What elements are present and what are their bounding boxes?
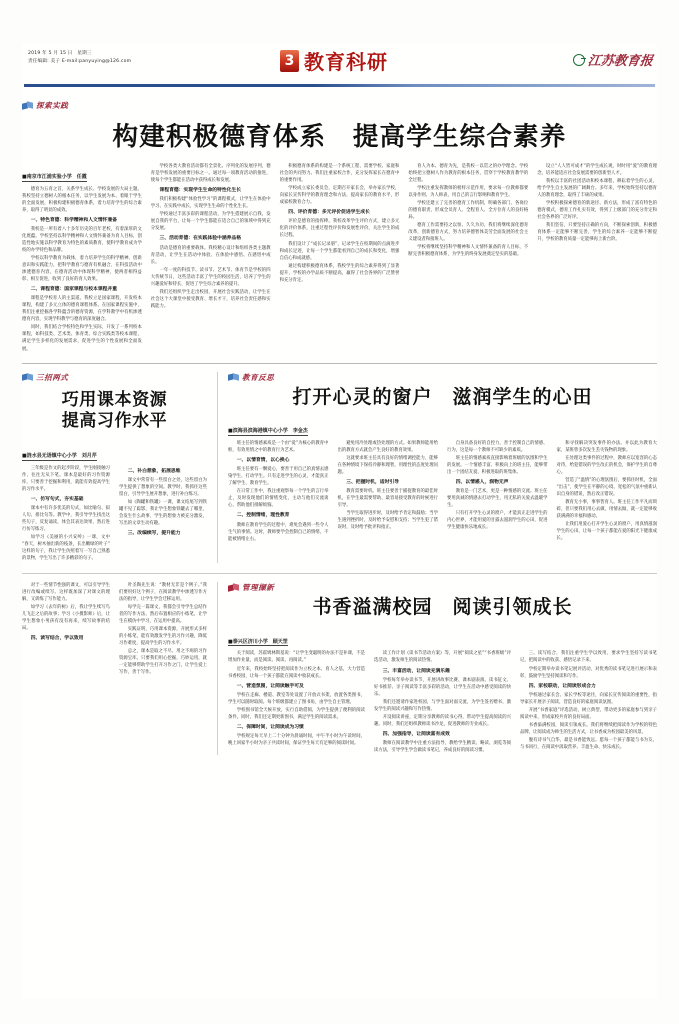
body-paragraph: 开设阅读讲座，定期分享教师的读书心得，带动学生提高阅读的兴趣。同时，我们还组织教师读书沙龙，促进教师的专业成长。 <box>374 714 511 727</box>
body-paragraph: 近年来，我校始终坚持把阅读作为立校之本、育人之基，大力营造书香校园，让每一个孩子都能在阅读中收获成长。 <box>228 666 365 679</box>
body-paragraph: 让我们用爱心打开学生心灵的窗户，用真情滋润学生的心田，让每一个孩子都能在爱的阳光下健康成长。 <box>556 522 657 542</box>
body-paragraph: 学校规定每天早上二十分钟为晨诵时间，中午半小时为午读时间，晚上回家半小时为亲子共读时间，保证学生每天有足够的阅读时间。 <box>228 734 365 747</box>
article2-headline-line1: 巧用课本资源 <box>61 389 168 410</box>
body-paragraph: 班主任的情感素质直接影响着班级的氛围和学生的发展。一个情感丰富、积极向上的班主任，能够带出一个团结友爱、积极进取的班集体。 <box>447 455 548 476</box>
body-subheading: 一、营造氛围，让阅读触手可及 <box>236 683 304 689</box>
body-paragraph: 学校各类大教育活动都有全景化、序列化的发展序列，德育是学校发展的重要目标之一。通过每一项教育活动的推进，使每个学生都能在活动中获得成长和发展。 <box>150 164 271 184</box>
article2-columns <box>22 465 207 564</box>
body-paragraph: 教育需要时机。班主任要善于捕捉教育的最佳时机，在学生最需要帮助、最容易接受教育的时候进行引导。 <box>337 489 438 509</box>
text-column <box>280 163 400 285</box>
editor-contact: 责任编辑: 美子 E-mail:panyuying@126.com <box>28 58 132 64</box>
middle-row <box>22 372 657 564</box>
article-book-fragrance <box>228 582 657 755</box>
article4-tag-label: 管理撷新 <box>242 583 275 593</box>
column-rule-1 <box>217 372 218 564</box>
body-paragraph: 自身具备良好的自控力，善于控制自己的情感、行为，这是每一个教师不可缺少的素质。 <box>447 440 548 453</box>
body-paragraph: 实践证明，巧用课本资源，开展形式多样的小练笔，能有效激发学生的习作兴趣，降低习作难度，提高学生的习作水平。 <box>119 627 207 647</box>
body-paragraph: 这就要求班主任具有良好的情绪调控能力，能够在各种情境下保持冷静和理智，用理性的态度处理问题。 <box>337 455 438 476</box>
body-subheading: 三、把握时机，适时引导 <box>346 480 399 486</box>
body-subheading: 三、活动育德：在实践体验中涵养品格 <box>159 236 242 242</box>
body-paragraph: 设立“人人皆可成才”的学生成长观，时时用“爱”的教育理念，培养能适应社会发展需要的创新型人才。 <box>537 164 657 177</box>
section-divider-2 <box>22 573 657 574</box>
body-paragraph: 如学习《美丽的小兴安岭》一课，文中“春天，树木抽出新的枝条，长出嫩绿的叶子”这样的句子，我让学生仿照着写一写自己熟悉的景物，学生写出了许多精彩的句子。 <box>22 534 110 562</box>
text-column <box>447 440 548 533</box>
body-paragraph: 对于一些情节性强的课文，可以引导学生进行改编或续写。这样既加深了对课文的理解，又训练了写作能力。 <box>22 583 110 603</box>
body-paragraph: 学校还建立了完善的德育工作机制，明确各部门、各岗位的德育职责，形成全员育人、全程育人、全方位育人的良好格局。 <box>408 201 529 221</box>
article-byline: ■南京市江浦实验小学 任霞 <box>22 174 87 181</box>
text-column <box>22 582 110 644</box>
body-subheading: 一、以情育情，以心换心 <box>236 457 290 463</box>
body-paragraph: 营造了“温情”的心理氛围后，要抓住时机，全面“出击”，使学生在平静的心境、宽松的气氛中重新认识自身的错误，然后改正错误。 <box>556 478 657 498</box>
body-subheading: 二、课程育德：国家课程与校本课程并重 <box>30 287 118 293</box>
section-divider-1 <box>22 363 657 364</box>
body-subheading: 三、丰富活动，让阅读充满乐趣 <box>382 668 450 674</box>
text-column <box>338 440 439 533</box>
books-flag-icon <box>22 373 33 381</box>
text-column <box>520 650 657 752</box>
body-paragraph: 学校将继续坚持科学精神和人文情怀兼备的育人目标，不断完善积极德育体系，为学生的终身发展奠定坚实的基础。 <box>408 245 529 258</box>
body-paragraph: 只有打开学生心灵的窗户，才能真正走进学生的内心世界，才能用爱的甘露去滋润学生的心田，促进学生健康快乐地成长。 <box>447 511 548 531</box>
body-paragraph: 三、读写结合，我们注重学生学以致用，要求学生坚持写读书笔记，把阅读中的收获、感悟记录下来。 <box>520 651 657 664</box>
body-paragraph: 在日常工作中，我注重观察每一个学生的言行举止，及时发现他们的情绪变化，主动与他们交流谈心，帮助他们排解烦恼。 <box>228 489 329 509</box>
masthead <box>22 44 657 90</box>
body-paragraph: 学校以科学教育为载体，着力培养学生的科学精神、创新意识和实践能力，把科学教育与德育有机融合，在科技活动中渗透德育内容，在德育活动中体现科学精神，使两者相得益彰、相互促进，收到了良好的育人效果。 <box>22 255 142 283</box>
text-column <box>228 650 365 748</box>
body-subheading: 三、改编续写，提升能力 <box>127 530 181 536</box>
body-paragraph: 我校以丰富的社团活动和校本课程，耕耘着学生的心灵，给予学生自主发展的广阔舞台。多年来，学校始终坚持以德育人的教育理念，取得了丰硕的成果。 <box>537 179 657 199</box>
body-paragraph: 三年级是作文的起步阶段，学生刚接触习作，往往无从下笔。课本是最好的习作资源库，只要善于挖掘和利用，就能有效提高学生的习作水平。 <box>22 465 110 492</box>
body-paragraph: 班主任要有一颗爱心，要善于用自己的真情去感染学生、打动学生。只有走进学生的心灵，才能真正了解学生、教育学生。 <box>228 467 329 487</box>
body-paragraph: 学校注重发挥教师的榜样示范作用，要求每一位教师都要以身作则、为人师表，用自己的言行影响和教育学生。 <box>408 186 529 199</box>
circle-e-icon <box>573 54 585 66</box>
body-paragraph: 我们还邀请作家进校园，与学生面对面交流，为学生签名赠书，激发学生的阅读兴趣和写作热情。 <box>374 699 511 712</box>
books-flag-icon <box>228 373 239 381</box>
body-subheading: 四、加强指导，让阅读富有成效 <box>382 731 450 737</box>
article3-tag-label: 教育反思 <box>242 372 275 382</box>
article2-tag <box>22 372 207 383</box>
article3-headline: 打开心灵的窗户 滋润学生的心田 <box>292 385 593 408</box>
article4-headline: 书香溢满校园 阅读引领成长 <box>312 596 573 619</box>
text-column <box>22 163 142 354</box>
body-subheading: 四、家校联动，让阅读形成合力 <box>528 683 596 689</box>
body-subheading: 二、补白想象，拓展思维 <box>127 468 181 474</box>
body-paragraph: 育人为本、德育为先，是我校一以贯之的办学理念。学校始终把立德树人作为教育的根本任务，贯穿于学校教育教学的全过程。 <box>408 164 529 184</box>
text-column <box>151 163 271 311</box>
body-paragraph: 班主任的情感素质是一个由“爱”为核心的教育中枢，有效用情之中的教育行为艺术。 <box>228 440 329 453</box>
feature-article <box>22 100 657 354</box>
body-paragraph: 我们还组织学生走出校园，开展社会实践活动，让学生在社会这个大课堂中接受教育、增长才干，培养社会责任感和实践能力。 <box>150 289 271 309</box>
masthead-rule <box>24 84 655 87</box>
article2-headline-line2: 提高习作水平 <box>61 411 168 432</box>
article3-tag <box>228 372 657 383</box>
body-paragraph: 书香溢满校园，阅读引领成长。我们将继续把阅读作为学校的特色品牌，让阅读成为师生的生活方式，让书香成为校园最美的风景。 <box>520 722 657 735</box>
article-open-window <box>228 372 657 544</box>
body-paragraph: 开展“书香家庭”评选活动，树立典型，带动更多的家庭参与到亲子阅读中来，形成家校共育的良好局面。 <box>520 707 657 720</box>
body-paragraph: 学校每年举办读书节，开展讲故事比赛、课本剧表演、读书征文、好书推荐、亲子阅读等丰富多彩的活动，让学生在活动中感受阅读的快乐。 <box>374 677 511 697</box>
text-column <box>22 465 110 564</box>
body-paragraph: 避免用冷处理或热处理的方式。如果教师能用给出的教育方式就会产生良好的教育效果。 <box>337 440 438 453</box>
body-paragraph: 通过构建积极德育体系，我校学生的综合素养得到了显著提升，学校的办学品质不断提高，赢得了社会各界的广泛赞誉和充分肯定。 <box>279 263 400 283</box>
body-paragraph: 活动是德育的重要载体。我校精心设计和组织各类主题教育活动，让学生在活动中体验、在体验中感悟、在感悟中成长。 <box>150 245 271 265</box>
feature-headline: 构建积极德育体系 提高学生综合素养 <box>112 122 567 152</box>
body-paragraph: 教师在教育学生的过程中，难免会遇到一些令人生气的事情。这时，教师要学会控制自己的情绪，不能被情绪左右。 <box>228 522 329 542</box>
section-title: 教育科研 <box>304 50 388 74</box>
body-paragraph: 同时，我们结合学校特色和学生实际，开发了一系列校本课程，如科技类、艺术类、体育类、综合实践类等校本课程，满足学生多样化的发展需求，促进学生的个性发展和全面发展。 <box>22 325 142 352</box>
article3-byline: ■滨海县滨海港镇中心小学 李金杰 <box>228 428 308 435</box>
body-paragraph: 如学习《去年的树》后，我让学生续写鸟儿飞走之后的故事；学习《小摄影师》后，让学生想象小男孩有没有再来，续写故事的结局。 <box>22 605 110 632</box>
body-paragraph: 学校图书馆全天候开放，实行自助借阅，为学生提供了便利的阅读条件。同时，我们还定期更新图书，满足学生的阅读需求。 <box>228 707 365 720</box>
article2-columns-cont <box>22 582 207 677</box>
text-column <box>374 650 511 755</box>
page-number-badge: 3 <box>280 50 299 72</box>
books-flag-icon <box>228 584 239 592</box>
body-paragraph: 教育是一门艺术，更是一种情感的交流。班主任要用真诚的情感去打动学生，用无私的关爱去温暖学生。 <box>447 489 548 509</box>
text-column <box>557 440 658 543</box>
publication-date: 2019 年 5 月 15 日 星期三 <box>28 51 92 56</box>
body-paragraph: 评价是德育的指挥棒。我校改革学生评价方式，建立多元化的评价体系，注重过程性评价和发展性评价，关注学生的成长过程。 <box>279 219 400 239</box>
body-paragraph: 课程是学校育人的主渠道。我校立足国家课程，开发校本课程，构建了多元立体的德育课程体系。在国家课程实施中，我们注重挖掘各学科蕴含的德育资源，在学科教学中有机渗透德育内容，实现学科教学与德育的深度融合。 <box>22 296 142 323</box>
article3-columns <box>228 440 657 544</box>
column-rule-2 <box>217 582 218 755</box>
section-flag <box>280 46 388 75</box>
article-plan-writing <box>22 372 207 564</box>
article2-continued <box>22 582 207 677</box>
body-paragraph: 关于阅读，苏霍姆林斯基说：“让学生变聪明的办法不是补课，不是增加作业量，而是阅读、阅读、再阅读。” <box>228 651 365 664</box>
body-paragraph: 学校积极探索德育的新途径、新方法，形成了富有特色的德育模式，德育工作扎实有效，得到了上级部门的充分肯定和社会各界的广泛好评。 <box>537 201 657 221</box>
body-paragraph: 教师在阅读教学中注重方法指导，教给学生精读、略读、浏览等阅读方法，引导学生学会做读书笔记，养成良好的阅读习惯。 <box>374 741 511 754</box>
body-paragraph: 课本中有许多优美的句式，如比喻句、拟人句、排比句等。教学中，我引导学生找出这些句子，反复诵读，体会其表达效果，然后进行仿写练习。 <box>22 505 110 532</box>
body-paragraph: 叶圣陶先生说：“教材无非是个例子。”我们要用好这个例子，在阅读教学中渗透写作方法的指导，让学生学会迁移运用。 <box>119 583 207 603</box>
body-paragraph: 学校通过丰富多彩的课程活动，为学生搭建展示自我、发展自我的平台，让每一个学生都能在适合自己的领域中得到充分发展。 <box>150 212 271 232</box>
feature-tag <box>22 100 657 111</box>
text-column <box>408 163 528 259</box>
body-paragraph: 我们坚信，只要坚持正确的方向，不断探索创新，积极德育体系一定能够不断完善，学生的综合素养一定能够不断提升，学校的教育质量一定能够再上新台阶。 <box>537 223 657 243</box>
body-paragraph: 当学生取得进步时，及时给予肯定和鼓励；当学生遇到挫折时，及时给予安慰和支持；当学生犯了错误时，及时给予批评和指正。 <box>337 511 438 531</box>
text-column <box>228 440 329 544</box>
body-paragraph: 每学完一篇课文，我都会引导学生总结作者的写作方法，然后布置相应的小练笔，让学生在模仿中学习，在运用中提高。 <box>119 605 207 625</box>
feature-columns <box>22 163 657 354</box>
body-subheading: 课程育德：实现学生生命的特性化生长 <box>159 188 242 194</box>
article2-byline: ■涟水县无语镇中心小学 刘月芹 <box>22 453 97 460</box>
bottom-row <box>22 582 657 755</box>
body-paragraph: 课文中常常有一些留白之处，这些留白为学生提供了想象的空间。教学时，我抓住这些留白，引导学生展开想象，进行补白练习。 <box>119 477 207 497</box>
page-sheet <box>22 44 657 999</box>
brand-name: 江苏教育报 <box>586 54 654 69</box>
body-subheading: 一、仿写句式，夯实基础 <box>30 496 84 502</box>
body-paragraph: 和寻找解决突发事件的办法。并以此为教育大家，某班曾多次发生丢失钱物的现象。 <box>556 440 657 453</box>
body-paragraph: 德育工作需要持之以恒、久久为功。我们将继续深化德育改革，创新德育方式，努力培养德智体美劳全面发展的社会主义建设者和接班人。 <box>408 223 529 243</box>
brand-logo <box>573 50 653 69</box>
body-paragraph: 我校是一所有着八十多年历史的百年老校，有着深厚的文化底蕴。学校坚持以科学精神和人文情怀兼备为育人目标，创造性地实施以科学教育为特色的素质教育，使科学教育成为学校的办学特色和品牌。 <box>22 226 142 253</box>
article4-byline: ■泰兴区济川小学 顾天罡 <box>228 638 288 645</box>
feature-tag-label: 探索实践 <box>36 101 69 110</box>
publication-info <box>28 50 131 65</box>
body-subheading: 四、评价育德：多元评价促进学生成长 <box>288 210 370 216</box>
body-subheading: 四、以情感人，润物无声 <box>455 480 509 486</box>
body-paragraph: 我们积极构建“体验性学习”的课程模式，让学生在体验中学习、在实践中成长，实现学生生命的个性化生长。 <box>150 197 271 210</box>
body-paragraph: 学校通过家长会、家长学校等途径，向家长宣传阅读的重要性，指导家长开展亲子阅读，营造良好的家庭阅读氛围。 <box>520 692 657 705</box>
body-paragraph: 学校定期举办读书笔记展评活动，对优秀的读书笔记进行展示和表彰，鼓励学生坚持阅读和写作。 <box>520 666 657 679</box>
text-column <box>537 163 657 244</box>
body-subheading: 一、特色育德：科学精神和人文情怀兼备 <box>30 217 118 223</box>
article4-columns <box>228 650 657 755</box>
article2-tag-label: 三招两式 <box>36 372 69 382</box>
body-paragraph: 总之，课本是取之不尽、用之不竭的习作资源宝库。只要我们用心挖掘，巧妙运用，就一定能够帮助学生打开习作之门，让学生爱上写作，善于写作。 <box>119 649 207 676</box>
text-column <box>119 582 207 677</box>
body-paragraph: 学校成立家长委员会，定期召开家长会，举办家长学校，向家长宣传科学的教育理念和方法，提高家长的教育水平，形成家校教育合力。 <box>279 186 400 206</box>
body-paragraph: 如《陶罐和铁罐》一课，课文结尾写到铁罐不见了踪影，我让学生想象铁罐去了哪里，会发生什么故事，学生的想象力被充分激发，写出的文章生动有趣。 <box>119 499 207 526</box>
body-paragraph: 在处理这类事件的过程中，教师应以宽容的心态对待，给犯错误的学生改正的机会，保护学生的自尊心。 <box>556 455 657 476</box>
body-subheading: 二、控制情绪，理性教育 <box>236 513 290 519</box>
body-paragraph: 学校在走廊、楼道、教室等处设置了开放式书架，放置各类图书，学生可以随时取阅。每个班级都建立了图书角，由学生自主管理。 <box>228 692 365 705</box>
body-subheading: 四、读写结合，学以致用 <box>30 636 84 642</box>
body-paragraph: 我们设计了“成长记录册”，记录学生在校期间的点滴进步和成长足迹，让每一个学生都能看到自己的成长和变化，增强自信心和成就感。 <box>279 241 400 261</box>
body-paragraph: 一年一度的科技节、读书节、艺术节、体育节是学校的四大传统节日，这些活动丰富了学生的校园生活，培养了学生的兴趣爱好和特长，促进了学生综合素养的提升。 <box>150 267 271 287</box>
body-paragraph: 积极德育体系的构建是一个系统工程，需要学校、家庭和社会的共同努力。我们注重家校合作，充分发挥家长在德育中的重要作用。 <box>279 164 400 184</box>
body-paragraph: 读工作计划《读书节活动方案》等，开展“阅读之星”“书香班级”评选活动，激发师生的阅读热情。 <box>374 651 511 664</box>
body-paragraph: 腹有诗书气自华，最是书香能致远。愿每一个孩子都能与书为友、与书同行，在阅读中汲取营养、丰盈生命、快乐成长。 <box>520 737 657 750</box>
body-subheading: 二、保障时间，让阅读成为习惯 <box>236 724 304 730</box>
books-flag-icon <box>22 102 33 110</box>
body-paragraph: 教育无小事，事事皆育人。班主任工作平凡而琐碎，但只要我们用心去做，用情去做，就一定能够收获满满的幸福和感动。 <box>556 500 657 520</box>
article4-tag <box>228 582 657 593</box>
body-paragraph: 德育为五育之首，关系学生成长、学校发展的大局主题。我校坚持立德树人的根本任务，以学生发展为本、着眼于学生的全面发展，积极构建积极德育体系，着力培育学生的综合素养，取得了明显的成效。 <box>22 186 142 213</box>
text-column <box>119 465 207 540</box>
